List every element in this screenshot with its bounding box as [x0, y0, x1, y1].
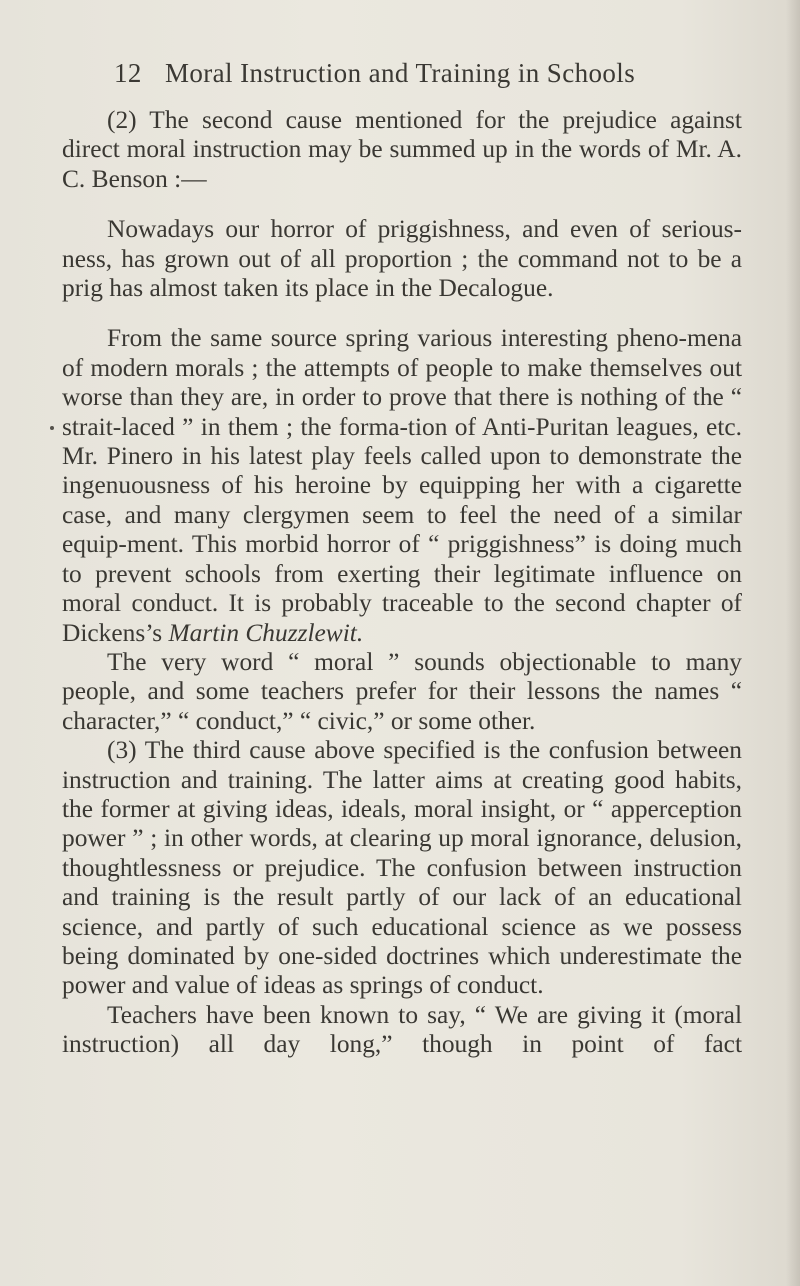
- paragraph-moral-word: The very word “ moral ” sounds objectionable to many people, and some teachers prefer for their lessons the names “ character,” “ conduct,” “ civic,” or some other.: [62, 647, 742, 735]
- running-header: [114, 58, 754, 89]
- body-text: [62, 106, 742, 1060]
- running-title: Moral Instruction and Training in Schools: [164, 58, 636, 88]
- paragraph-cause-two: (2) The second cause mentioned for the prejudice against direct moral instruction may be summed up in the words of Mr. A. C. Benson :—: [62, 106, 742, 193]
- page-edge-shadow: [786, 0, 800, 1286]
- paragraph-phenomena: [62, 324, 742, 647]
- margin-speck: [50, 426, 54, 430]
- page-number: 12: [114, 58, 142, 88]
- book-title-italic: Martin Chuzzlewit.: [168, 618, 364, 647]
- block-quote-benson: Nowadays our horror of priggishness, and even of serious-ness, has grown out of all proportion ; the command not to be a prig has almost taken its place in the Decalogue.: [62, 215, 742, 303]
- paragraph-cause-three: (3) The third cause above specified is the confusion between instruction and training. The latter aims at creating good habits, the former at giving ideas, ideals, moral insight, or “ apperception power ” ; in other words, at clearing up moral ignorance, delusion, thoughtlessness or prejudice. The confusion between instruction and training is the result partly of our lack of an educational science, and partly of such educational science as we possess being dominated by one-sided doctrines which underestimate the power and value of ideas as springs of conduct.: [62, 736, 742, 1000]
- paragraph-teachers: Teachers have been known to say, “ We are giving it (moral instruction) all day long,” though in point of fact: [62, 1000, 742, 1059]
- paragraph-phenomena-text: From the same source spring various interesting pheno-mena of modern morals ; the attempts of people to make themselves out worse than they are, in order to prove that there is nothing of the “ strait-laced ” in them ; the forma-tion of Anti-Puritan leagues, etc. Mr. Pinero in his latest play feels called upon to demonstrate the ingenuousness of his heroine by equipping her with a cigarette case, and many clergymen seem to feel the need of a similar equip-ment. This morbid horror of “ priggishness” is doing much to prevent schools from exerting their legitimate influence on moral conduct. It is probably traceable to the second chapter of Dickens’s: [62, 324, 742, 647]
